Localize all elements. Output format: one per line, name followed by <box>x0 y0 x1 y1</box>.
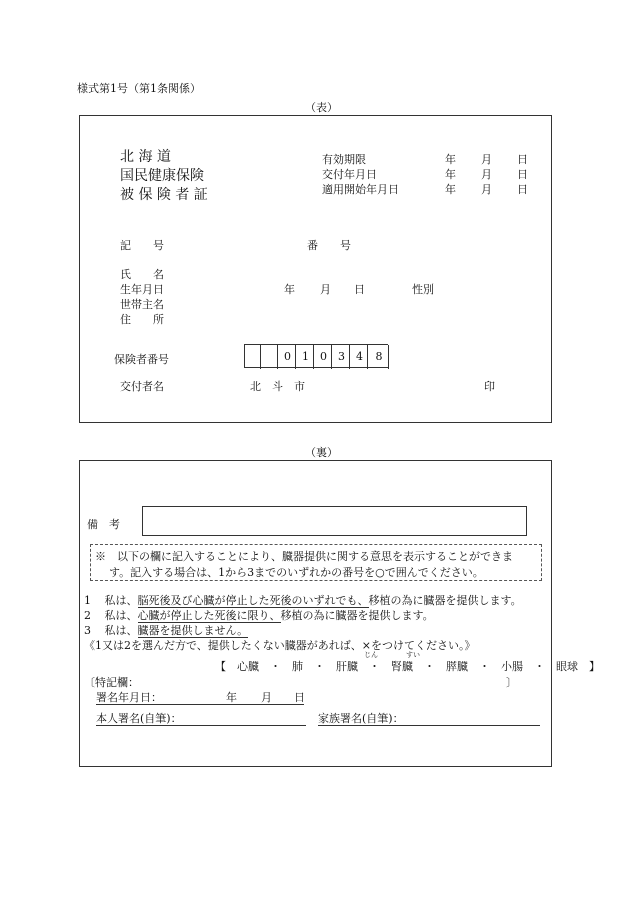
householder-label: 世帯主名 <box>120 298 164 311</box>
front-side-label: （表） <box>305 101 338 114</box>
organs-line[interactable]: 【 心臓 ・ 肺 ・ 肝臓 ・ 腎臓 ・ 膵臓 ・ 小腸 ・ 眼球 】 <box>215 660 600 673</box>
option-text-b: 脳死後及び心臓が停止した死後のいずれでも、 <box>137 594 369 607</box>
organ-option-2[interactable] <box>84 607 434 623</box>
back-side-label: （裏） <box>305 446 338 459</box>
start-date-month: 月 <box>481 183 492 196</box>
start-date-label: 適用開始年月日 <box>322 183 399 196</box>
insurer-number-grid <box>244 344 388 368</box>
notice-box <box>90 544 542 581</box>
option-text-b: 臓器を提供しません。 <box>137 624 249 637</box>
sign-month: 月 <box>261 691 272 704</box>
issue-date-month: 月 <box>481 168 492 181</box>
birthdate-label: 生年月日 <box>120 283 164 296</box>
bango-label: 番 号 <box>307 239 351 252</box>
sign-year: 年 <box>226 691 237 704</box>
card-title-line-1: 北 海 道 <box>120 149 171 165</box>
insurer-digit: 1 <box>298 345 314 369</box>
front-card <box>79 115 552 423</box>
special-notes-label: 〔特記欄： <box>84 676 139 689</box>
insurer-digit: 0 <box>280 345 296 369</box>
instruction-text: 《1又は2を選んだ方で、提供したくない臓器があれば、×をつけてください。》 <box>84 639 476 652</box>
option-number: 1 <box>84 594 91 607</box>
sex-label: 性別 <box>412 283 434 296</box>
sign-date-label: 署名年月日： <box>96 691 162 704</box>
remarks-label: 備 考 <box>87 518 120 531</box>
seal-mark: 印 <box>484 380 495 393</box>
family-signature-label: 家族署名(自筆)： <box>318 712 404 725</box>
form-number: 様式第1号（第1条関係） <box>77 82 201 95</box>
option-text-c: 移植の為に臓器を提供します。 <box>368 594 522 607</box>
organ-option-1[interactable] <box>84 592 522 608</box>
option-text-c: 移植の為に臓器を提供します。 <box>280 609 434 622</box>
option-number: 3 <box>84 624 91 637</box>
option-text-b: 心臓が停止した死後に限り、 <box>137 609 281 622</box>
option-text-a: 私は、 <box>104 624 138 637</box>
kigo-label: 記 号 <box>120 239 164 252</box>
card-title-line-3: 被 保 険 者 証 <box>120 187 208 203</box>
validity-month: 月 <box>481 153 492 166</box>
validity-day: 日 <box>517 153 528 166</box>
start-date-day: 日 <box>517 183 528 196</box>
insurer-number-label: 保険者番号 <box>114 353 169 366</box>
validity-label: 有効期限 <box>322 153 366 166</box>
card-title-line-2: 国民健康保険 <box>120 168 204 184</box>
notice-line-1: ※ 以下の欄に記入することにより、臓器提供に関する意思を表示することができま <box>95 550 513 563</box>
special-notes-close: 〕 <box>506 676 517 689</box>
issue-date-label: 交付年月日 <box>322 168 377 181</box>
issuer-label: 交付者名 <box>120 380 164 393</box>
insurer-digit: 4 <box>352 345 368 369</box>
family-signature-field[interactable] <box>318 710 540 726</box>
remarks-field[interactable] <box>142 506 527 536</box>
option-text-a: 私は、 <box>104 594 138 607</box>
issue-date-year: 年 <box>445 168 456 181</box>
insurer-digit <box>245 345 261 369</box>
option-text-a: 私は、 <box>104 609 138 622</box>
address-label: 住 所 <box>120 313 164 326</box>
validity-year: 年 <box>445 153 456 166</box>
insurer-digit: 0 <box>316 345 332 369</box>
organ-option-3[interactable] <box>84 622 248 638</box>
notice-line-2: す。記入する場合は、1から3までのいずれかの番号を○で囲んでください。 <box>109 566 484 579</box>
sign-date-field[interactable] <box>96 689 304 705</box>
self-signature-label: 本人署名(自筆)： <box>96 712 182 725</box>
ruby-kidney: じん <box>364 651 378 659</box>
ruby-pancreas: すい <box>406 651 420 659</box>
insurer-digit: 3 <box>334 345 350 369</box>
option-number: 2 <box>84 609 91 622</box>
sign-day: 日 <box>294 691 305 704</box>
start-date-year: 年 <box>445 183 456 196</box>
back-card <box>79 460 600 767</box>
issue-date-day: 日 <box>517 168 528 181</box>
birth-year: 年 <box>284 283 295 296</box>
insurer-digit <box>262 345 278 369</box>
birth-day: 日 <box>354 283 365 296</box>
birth-month: 月 <box>320 283 331 296</box>
issuer-name: 北 斗 市 <box>250 380 305 393</box>
self-signature-field[interactable] <box>96 710 306 726</box>
insurer-digit: 8 <box>370 345 389 369</box>
name-label: 氏 名 <box>120 268 164 281</box>
